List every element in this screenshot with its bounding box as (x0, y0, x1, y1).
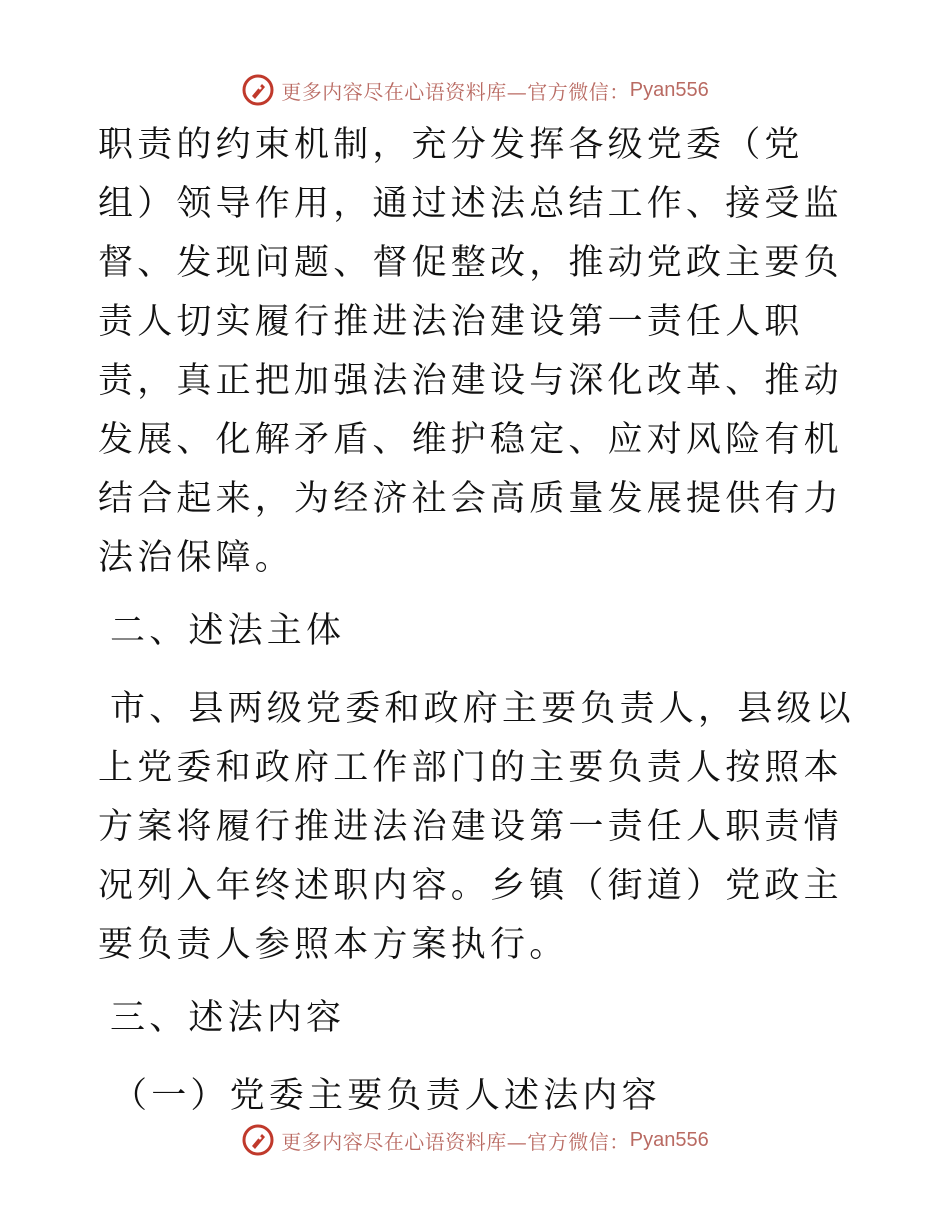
subsection-heading-1: （一）党委主要负责人述法内容 (112, 1076, 661, 1116)
watermark-text: 更多内容尽在心语资料库—官方微信： (281, 1129, 630, 1154)
section-heading-3: 三、述法内容 (110, 998, 346, 1038)
watermark-id: Pyan556 (629, 1128, 709, 1151)
watermark-id: Pyan556 (629, 78, 709, 101)
pen-nib-circle-icon (241, 73, 275, 107)
paragraph-1: 职责的约束机制，充分发挥各级党委（党组）领导作用，通过述法总结工作、接受监督、发现问题、督促整改，推动党政主要负责人切实履行推进法治建设第一责任人职责，真正把加强法治建设与深化改革、推动发展、化解矛盾、维护稳定、应对风险有机结合起来，为经济社会高质量发展提供有力法治保障。 (98, 125, 843, 578)
pen-nib-circle-icon (241, 1123, 275, 1157)
header-watermark (0, 70, 950, 110)
document-body (98, 116, 858, 1126)
watermark-text: 更多内容尽在心语资料库—官方微信： (281, 79, 630, 104)
section-heading-2: 二、述法主体 (110, 611, 346, 651)
footer-watermark (0, 1120, 950, 1160)
paragraph-2: 市、县两级党委和政府主要负责人，县级以上党委和政府工作部门的主要负责人按照本方案将履行推进法治建设第一责任人职责情况列入年终述职内容。乡镇（街道）党政主要负责人参照本方案执行。 (98, 689, 855, 965)
